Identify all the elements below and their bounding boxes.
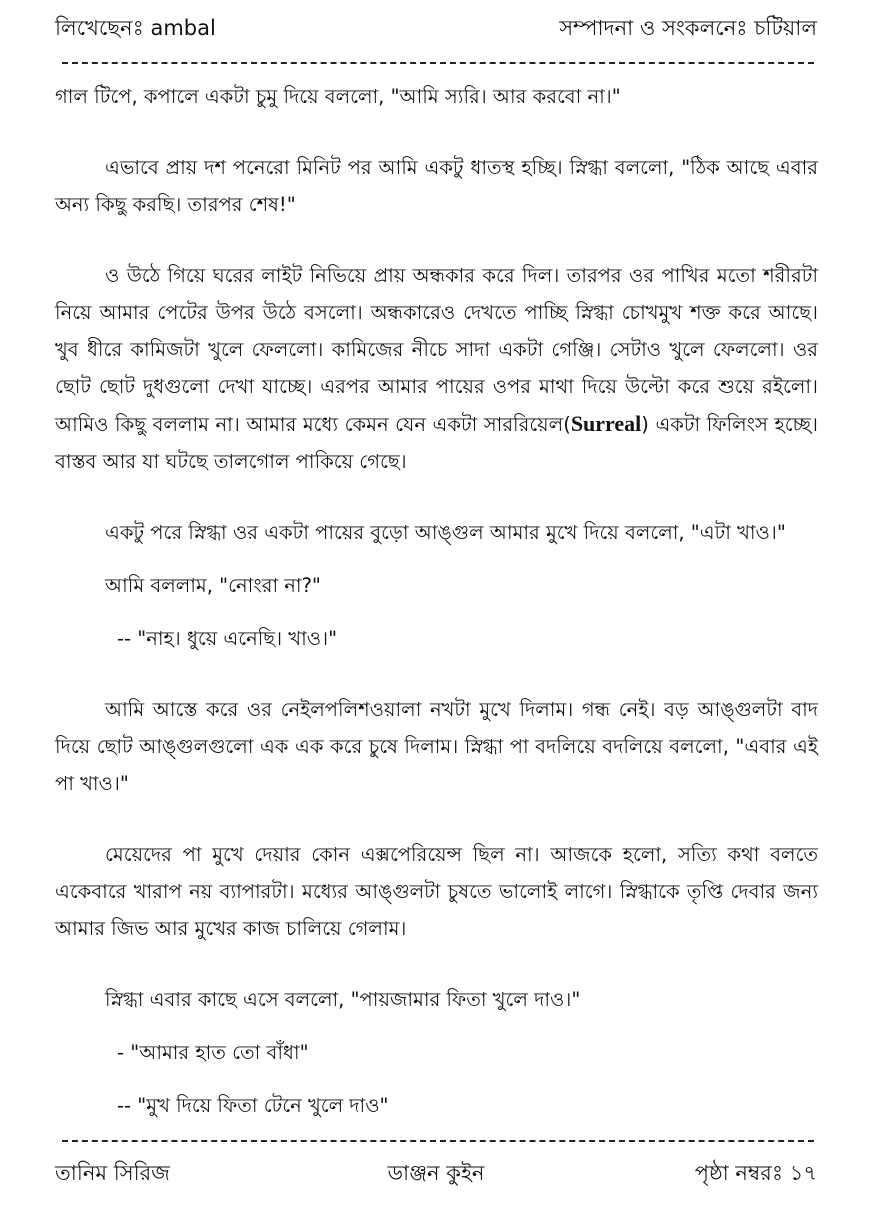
story-text bbox=[55, 78, 818, 1124]
header-divider bbox=[62, 62, 814, 64]
page-footer bbox=[55, 1157, 817, 1192]
author-credit: লিখেছেনঃ ambal bbox=[55, 16, 216, 40]
paragraph-5: আমি আস্তে করে ওর নেইলপলিশওয়ালা নখটা মুখে দিলাম। গন্ধ নেই। বড় আঙ্গুলটা বাদ দিয়ে ছোট আঙ্গুলগুলো এক এক করে চুষে দিলাম। স্নিগ্ধা পা বদলিয়ে বদলিয়ে বললো, "এবার এই পা খাও।" bbox=[55, 698, 818, 795]
paragraph-3 bbox=[55, 257, 818, 480]
dialogue-line-5: -- "মুখ দিয়ে ফিতা টেনে খুলে দাও" bbox=[117, 1094, 389, 1117]
paragraph-1: গাল টিপে, কপালে একটা চুমু দিয়ে বললো, "আমি স্যরি। আর করবো না।" bbox=[55, 85, 621, 108]
paragraph-2: এভাবে প্রায় দশ পনেরো মিনিট পর আমি একটু ধাতস্থ হচ্ছি। স্নিগ্ধা বললো, "ঠিক আছে এবার অন্য কিছু করছি। তারপর শেষ!" bbox=[55, 156, 818, 216]
page-number: পৃষ্ঠা নম্বরঃ ১৭ bbox=[694, 1161, 817, 1185]
dialogue-line-1: আমি বললাম, "নোংরা না?" bbox=[105, 574, 321, 597]
footer-divider bbox=[62, 1140, 814, 1142]
dialogue-line-4: - "আমার হাত তো বাঁধা" bbox=[117, 1041, 309, 1064]
series-name: তানিম সিরিজ bbox=[55, 1161, 170, 1185]
paragraph-4: একটু পরে স্নিগ্ধা ওর একটা পায়ের বুড়ো আঙ্গুল আমার মুখে দিয়ে বললো, "এটা খাও।" bbox=[105, 521, 786, 544]
editor-credit: সম্পাদনা ও সংকলনেঃ চটিয়াল bbox=[559, 16, 817, 40]
surreal-term: Surreal bbox=[570, 411, 642, 436]
page-header bbox=[55, 12, 817, 47]
dialogue-line-2: -- "নাহ। ধুয়ে এনেছি। খাও।" bbox=[117, 627, 338, 650]
story-title: ডাঞ্জন কুইন bbox=[387, 1161, 485, 1185]
paragraph-3-text-b: ) একটা ফিলিংস হচ্ছে। বাস্তব আর যা ঘটছে তালগোল পাকিয়ে গেছে। bbox=[55, 413, 818, 473]
paragraph-3-text-a: ও উঠে গিয়ে ঘরের লাইট নিভিয়ে প্রায় অন্ধকার করে দিল। তারপর ওর পাখির মতো শরীরটা নিয়ে আমার পেটের উপর উঠে বসলো। অন্ধকারেও দেখতে পাচ্ছি স্নিগ্ধা চোখমুখ শক্ত করে আছে। খুব ধীরে কামিজটা খুলে ফেললো। কামিজের নীচে সাদা একটা গেঞ্জি। সেটাও খুলে ফেললো। ওর ছোট ছোট দুধগুলো দেখা যাচ্ছে। এরপর আমার পায়ের ওপর মাথা দিয়ে উল্টো করে শুয়ে রইলো। আমিও কিছু বললাম না। আমার মধ্যে কেমন যেন একটা সাররিয়েল( bbox=[55, 264, 818, 436]
paragraph-6: মেয়েদের পা মুখে দেয়ার কোন এক্সপেরিয়েন্স ছিল না। আজকে হলো, সত্যি কথা বলতে একেবারে খারাপ নয় ব্যাপারটা। মধ্যের আঙ্গুলটা চুষতে ভালোই লাগে। স্নিগ্ধাকে তৃপ্তি দেবার জন্য আমার জিভ আর মুখের কাজ চালিয়ে গেলাম। bbox=[55, 843, 818, 940]
dialogue-line-3: স্নিগ্ধা এবার কাছে এসে বললো, "পায়জামার ফিতা খুলে দাও।" bbox=[105, 988, 581, 1011]
